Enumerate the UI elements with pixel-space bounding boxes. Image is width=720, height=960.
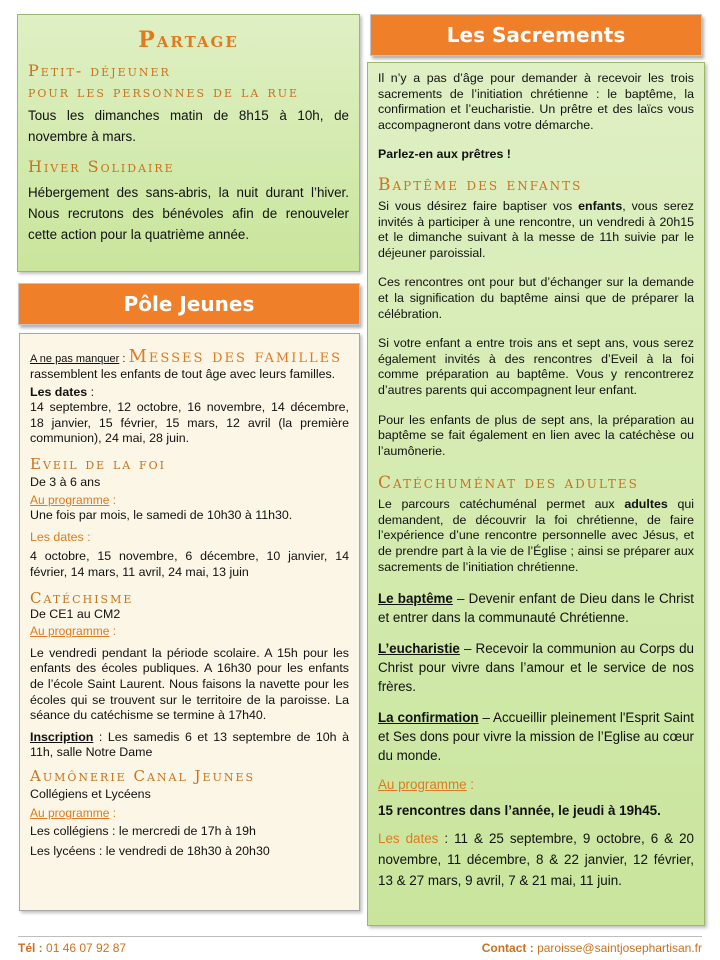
messes-dates: 14 septembre, 12 octobre, 16 novembre, 14 décembre, 18 janvier, 15 février, 15 mars, 12 avril (la première communion), 24 mai, 28 juin. [30,400,349,446]
eucharistie-def: – Recevoir la communion au Corps du Christ pour vivre dans l’amour et le service de nos frères. [378,641,694,695]
footer [18,936,702,955]
messes-title: Messes des familles [128,346,343,367]
messes-text: rassemblent les enfants de tout âge avec leurs familles. [30,367,336,381]
catechumenat-c: qui demandent, de découvrir la foi chrétienne, de faire l’expérience d’une rencontre personnelle avec Jésus, et de prendre part à la vie de l’Église ; ainsi se préparer aux sacrements de l’initiation chrétienne. [378,497,695,574]
catechumenat-title: Catéchuménat des adultes [378,473,639,494]
aumonerie-title: Aumônerie Canal Jeunes [30,766,256,785]
eveil-dates-label: Les dates : [30,529,91,544]
petit-dejeuner-title: Petit- déjeuner [28,61,171,80]
aumonerie-programme-label-line [30,806,349,822]
footer-contact-label: Contact : [481,941,538,955]
catechisme-level: De CE1 au CM2 [30,606,121,621]
aumonerie-colleges: Les collégiens : le mercredi de 17h à 19h [30,824,256,839]
catechisme-programme-colon: : [109,624,117,639]
eveil-programme: Une fois par mois, le samedi de 10h30 à 11h30. [30,508,293,523]
bapteme-p1 [378,199,694,261]
bapteme-label: Le baptême [378,591,453,607]
messes-dates-label-line [30,385,349,401]
aumonerie-level: Collégiens et Lycéens [30,786,151,801]
eucharistie-definition [378,639,694,696]
catechisme-inscription [30,730,349,761]
catechumenat-a: Le parcours catéchuménal permet aux [378,497,625,512]
catechisme-programme: Le vendredi pendant la période scolaire. A 15h pour les enfants des écoles publiques. A 16h30 pour les enfants de l’école Saint Laurent. Nous faisons la navette pour les écoles qui se trouvent sur le territoire de la paroisse. La séance du catéchisme se termine à 17h40. [30,645,349,723]
bapteme-definition [378,589,694,627]
petit-dejeuner-subtitle: pour les personnes de la rue [28,82,300,101]
catechisme-title: Catéchisme [30,588,134,607]
messes-header [30,346,349,367]
catechumenat-adultes: adultes [624,497,668,512]
sacrements-parlez: Parlez-en aux prêtres ! [378,147,511,162]
confirmation-label: La confirmation [378,710,479,726]
footer-tel[interactable]: 01 46 07 92 87 [46,941,127,955]
inscription-text: : Les samedis 6 et 13 septembre de 10h à 11h, salle Notre Dame [30,729,349,760]
eveil-programme-label: Au programme [30,492,110,507]
eucharistie-label: L’eucharistie [378,641,460,657]
hiver-solidaire-title: Hiver Solidaire [28,157,175,176]
eveil-programme-colon: : [109,492,117,507]
pole-jeunes-banner-label: Pôle Jeunes [123,292,255,316]
messes-dates-colon: : [87,384,95,399]
sacrements-banner-label: Les Sacrements [446,23,626,47]
sacrements-banner [370,14,702,56]
bapteme-def: – Devenir enfant de Dieu dans le Christ et entrer dans la communauté Chrétienne. [378,591,694,626]
bapteme-title: Baptême des enfants [378,174,583,195]
aumonerie-programme-colon: : [109,806,117,821]
confirmation-def: – Accueillir pleinement l'Esprit Saint et Ses dons pour vivre la mission de l’Eglise au cœur du monde. [378,710,694,764]
bapteme-p4: Pour les enfants de plus de sept ans, la préparation au baptême se fait également en lien avec la catéchèse ou l’aumônerie. [378,412,694,458]
sacrements-dates [378,828,694,891]
pole-jeunes-box [19,333,360,911]
bapteme-p1-enfants: enfants [578,198,623,213]
aumonerie-lycees: Les lycéens : le vendredi de 18h30 à 20h30 [30,843,270,858]
sacrements-dates-text: : 11 & 25 septembre, 9 octobre, 6 & 20 novembre, 11 décembre, 8 & 22 janvier, 12 février, 13 & 27 mars, 9 avril, 7 & 21 mai, 11 juin. [378,831,694,889]
sacrements-programme-colon: : [466,777,475,793]
catechisme-programme-label: Au programme [30,624,110,639]
sacrements-box [367,62,705,926]
bapteme-p1-c: , vous serez invités à participer à une rencontre, un vendredi à 20h15 et le dimanche suivant à la messe de 11h suivie par le déjeuner paroissial. [378,198,694,260]
sacrements-dates-label: Les dates [378,831,439,847]
partage-title: Partage [138,27,239,53]
confirmation-definition [378,708,694,765]
eveil-programme-label-line [30,493,349,509]
aumonerie-programme-label: Au programme [30,806,110,821]
messes-dates-label: Les dates [30,384,88,399]
footer-tel-label: Tél : [18,941,47,955]
eveil-dates: 4 octobre, 15 novembre, 6 décembre, 10 janvier, 14 février, 14 mars, 11 avril, 24 mai, 13 juin [30,549,349,579]
footer-contact [482,941,702,955]
sacrements-programme-label-line [378,777,694,793]
sacrements-intro: Il n’y a pas d’âge pour demander à recevoir les trois sacrements de l’initiation chrétienne : le baptême, la confirmation et l’eucharistie. Un prêtre et des laïcs vous accompagneront dans votre démarche. [378,71,694,132]
catechisme-programme-label-line [30,624,349,640]
pole-jeunes-banner [18,283,360,325]
inscription-label: Inscription [30,729,94,744]
bapteme-p2: Ces rencontres ont pour but d’échanger sur la demande et la signification du baptême ainsi que de préparer la célébration. [378,275,694,321]
sacrements-rencontres: 15 rencontres dans l’année, le jeudi à 19h45. [378,802,661,818]
petit-dejeuner-text: Tous les dimanches matin de 8h15 à 10h, de novembre à mars. [28,108,349,144]
footer-email-link[interactable]: paroisse@saintjosephartisan.fr [537,941,702,955]
partage-box [17,14,360,272]
eveil-age: De 3 à 6 ans [30,474,101,489]
catechumenat-text [378,497,694,575]
messes-prefix: A ne pas manquer [30,353,120,365]
eveil-title: Eveil de la foi [30,454,166,473]
bapteme-p1-a: Si vous désirez faire baptiser vos [378,198,579,213]
messes-prefix-colon: : [119,353,129,365]
sacrements-programme-label: Au programme [378,777,467,793]
bapteme-p3: Si votre enfant a entre trois ans et sept ans, vous serez également invités à des rencontres d’Eveil à la foi comme préparation au baptême. Vous y rencontrerez d’autres parents qui accompagnent leur enfant. [378,336,694,397]
hiver-solidaire-text: Hébergement des sans-abris, la nuit durant l’hiver. Nous recrutons des bénévoles afin de renouveler cette action pour la quatrième année. [28,185,349,242]
